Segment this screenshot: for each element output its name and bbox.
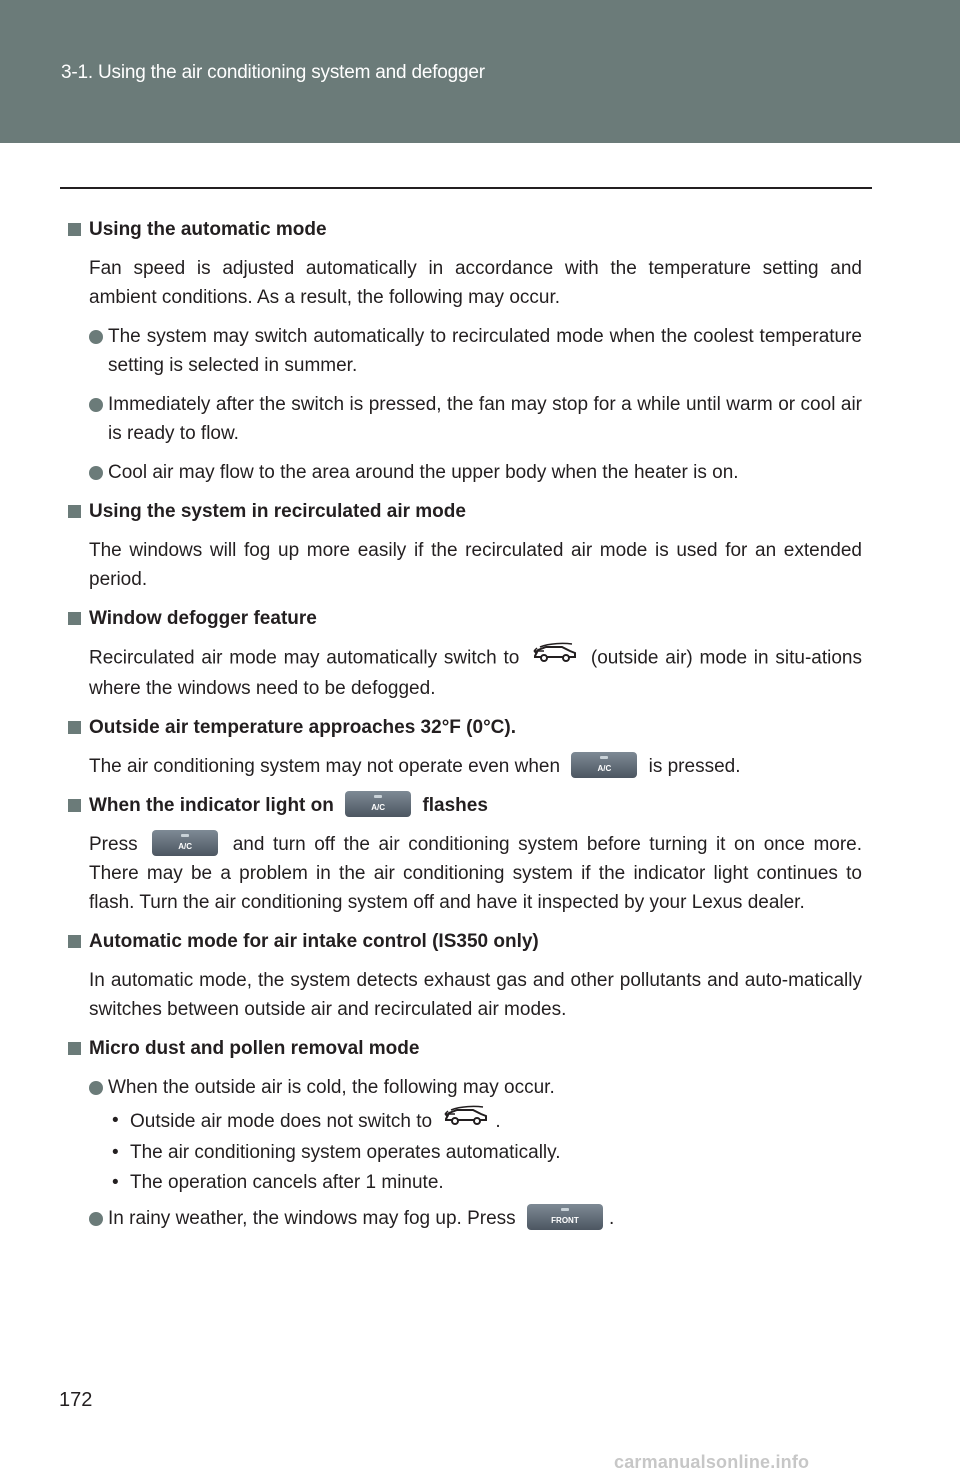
square-bullet-icon [68,1042,81,1055]
heading-automatic-mode: Using the automatic mode [68,215,862,244]
circle-bullet-icon [89,330,103,344]
outside-air-car-icon [443,1104,489,1136]
ac-button: A/C [345,791,411,817]
circle-bullet-icon [89,398,103,412]
ac-button: A/C [571,752,637,778]
outside-air-car-icon [532,641,578,672]
sub-item: • The operation cancels after 1 minute. [68,1168,862,1198]
page-content [68,215,862,1243]
page-number: 172 [59,1389,93,1411]
bullet-item: When the outside air is cold, the following may occur. [68,1073,862,1102]
heading-indicator-flashes: When the indicator light on A/C flashes [68,791,862,820]
dot-bullet-icon: • [112,1172,119,1193]
paragraph: In automatic mode, the system detects exhaust gas and other pollutants and auto-matically switches between outside air and recirculated air modes. [89,970,862,1020]
bullet-item: The system may switch automatically to recirculated mode when the coolest temperature setting is selected in summer. [68,322,862,380]
circle-bullet-icon [89,1212,103,1226]
square-bullet-icon [68,505,81,518]
circle-bullet-icon [89,1081,103,1095]
heading-micro-dust: Micro dust and pollen removal mode [68,1034,862,1063]
sub-item: • The air conditioning system operates automatically. [68,1138,862,1168]
bullet-item: Immediately after the switch is pressed, the fan may stop for a while until warm or cool air is ready to flow. [68,390,862,448]
sub-item: • Outside air mode does not switch to . [68,1106,862,1138]
heading-outside-temp: Outside air temperature approaches 32°F (0°C). [68,713,862,742]
sub-list [68,1106,862,1198]
paragraph: The air conditioning system may not operate even when A/C is pressed. [68,752,862,781]
square-bullet-icon [68,721,81,734]
bullet-item: Cool air may flow to the area around the upper body when the heater is on. [68,458,862,487]
ac-button: A/C [152,830,218,856]
square-bullet-icon [68,223,81,236]
front-defogger-button: FRONT [527,1204,603,1230]
circle-bullet-icon [89,466,103,480]
heading-recirculated-mode: Using the system in recirculated air mode [68,497,862,526]
paragraph: Fan speed is adjusted automatically in accordance with the temperature setting and ambient conditions. As a result, the following may occur. [89,258,862,308]
section-title: 3-1. Using the air conditioning system and defogger [61,62,485,83]
paragraph: Press A/C and turn off the air conditioning system before turning it on once more. There may be a problem in the air conditioning system if the indicator light continues to flash. Turn the air conditioning system off and have it inspected by your Lexus dealer. [68,830,862,917]
paragraph: The windows will fog up more easily if the recirculated air mode is used for an extended period. [89,540,862,590]
square-bullet-icon [68,935,81,948]
dot-bullet-icon: • [112,1142,119,1163]
dot-bullet-icon: • [112,1110,119,1131]
heading-window-defogger: Window defogger feature [68,604,862,633]
square-bullet-icon [68,799,81,812]
bullet-item: In rainy weather, the windows may fog up. Press FRONT . [68,1204,862,1233]
header-rule [60,187,872,189]
watermark: carmanualsonline.info [614,1452,810,1472]
heading-air-intake-auto: Automatic mode for air intake control (IS350 only) [68,927,862,956]
paragraph: Recirculated air mode may automatically switch to (outside air) mode in situ-ations where the windows need to be defogged. [68,643,862,703]
square-bullet-icon [68,612,81,625]
header-band [0,0,960,143]
